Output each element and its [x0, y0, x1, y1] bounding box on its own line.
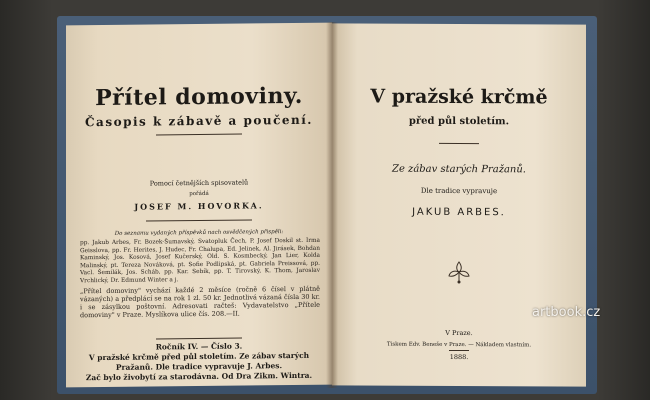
divider	[449, 350, 469, 351]
watermark: artbook.cz	[532, 305, 601, 320]
divider	[156, 338, 242, 340]
divider	[146, 219, 252, 221]
editor-name: JOSEF M. HOVORKA.	[134, 200, 264, 212]
book-title: V pražské krčmě	[370, 85, 548, 109]
issue-text: Zač bylo živobytí za starodávna. Od Dra Zikm. Wintra.	[85, 370, 313, 383]
imprint-place: V Praze.	[445, 328, 473, 338]
issue-text: V pražské krčmě před půl stoletím. Ze zábav starých	[88, 350, 310, 363]
book-author: JAKUB ARBES.	[412, 206, 506, 219]
divider	[439, 143, 479, 144]
book-subtitle: před půl stoletím.	[408, 115, 510, 128]
book-note: Dle tradice vypravuje	[420, 186, 498, 196]
book-subtitle-2: Ze zábav starých Pražanů.	[392, 163, 526, 176]
floral-ornament-icon	[444, 256, 474, 286]
book-gutter	[326, 22, 338, 388]
issue-text: Pražanů. Dle tradice vypravuje J. Arbes.	[115, 361, 283, 372]
divider	[156, 134, 242, 136]
edited-by: pořádá	[189, 190, 209, 198]
right-page	[332, 23, 586, 386]
issue-line: Ročník IV. — Číslo 3.	[155, 341, 243, 352]
left-page	[66, 23, 332, 388]
imprint-printer: Tiskem Edv. Beneše v Praze. — Nákladem vlastním.	[386, 341, 532, 349]
contributors-line: Pomocí četnějších spisovatelů	[149, 178, 249, 188]
contributors-heading: Do seznamu vydaných příspěvků nach osvědčených přispěli:	[114, 229, 284, 237]
contributors-text: pp. Jakub Arbes, Fr. Bozek-Šumavský, Svatopluk Čech, P. Josef Doskil st. Irma Geisslova, pp. Fr. Herites, J. Hudec, Fr. Chalupa, Ed. Jelinek, Al. Jirásek, Bohdan Kaminský, Jos. Kosová, Josef Kučerský, Old. S. Kosmbecký, Jan Lier, Kolda Malinský, pt. Tereza Nováková, pt. Sofie Podlipská, pt. Gabriela Preissová, pp. Vacl. Šemilák, Jos. Scháb, pp. Kar. Sebík, pp. T. Tirovský, K. Thom, Jaroslav Vrchlický, Dr. Edmund Winter a j.	[80, 237, 320, 284]
notice-text: „Přítel domoviny" vychází každé 2 měsíce (ročně 6 čísel v plátně vázaných) a předplácí se na rok 1 zl. 50 kr. Jednotlivá vázaná čísla 30 kr. i se zásylkou poštovní. Adresovati račteš: Vydavatelstvo „Přítele domoviny" v Praze. Myslíkova ulice čís. 208.—II.	[80, 284, 320, 320]
imprint-year: 1888.	[449, 352, 469, 362]
magazine-title: Přítel domoviny.	[95, 82, 303, 112]
magazine-subtitle: Časopis k zábavě a poučení.	[85, 112, 313, 130]
